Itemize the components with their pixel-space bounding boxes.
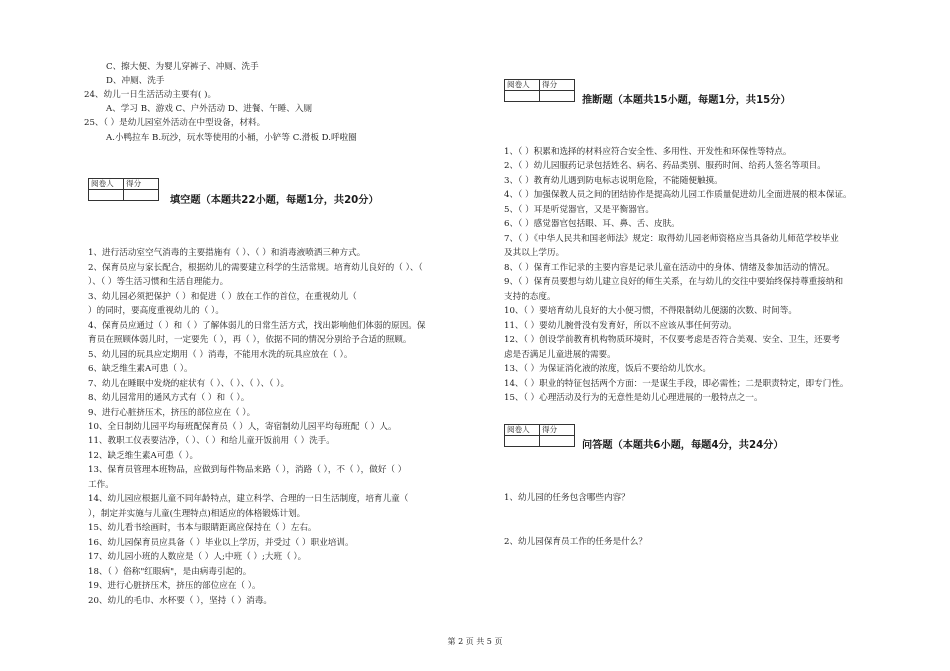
reviewer-cell[interactable] [89, 190, 124, 201]
question-24-options: A、学习 B、游戏 C、户外活动 D、进餐、午睡、入厕 [106, 104, 313, 114]
qa-q2: 2、幼儿园保育员工作的任务是什么？ [504, 537, 647, 547]
fill-q2: 2、保育员应与家长配合，根据幼儿的需要建立科学的生活常规。培育幼儿良好的（ ）、（ [88, 263, 423, 273]
fill-q18: 18、（ ）俗称"红眼病"，是由病毒引起的。 [88, 567, 252, 577]
fill-q14-cont: ），制定并实施与儿童(生理特点)相适应的体格锻炼计划。 [88, 509, 306, 519]
fill-q7: 7、幼儿在睡眠中发烧的症状有（ ）、（ ）、（ ）、（ ）。 [88, 379, 290, 389]
fill-q3: 3、幼儿园必须把保护（ ）和促进（ ）放在工作的首位，在重视幼儿（ [88, 292, 357, 302]
judge-q5: 5、（ ）耳是听觉器官，又是平衡器官。 [504, 205, 654, 215]
reviewer-cell[interactable] [505, 436, 540, 447]
fill-q4: 4、保育员应通过（ ）和（ ）了解体弱儿的日常生活方式，找出影响他们体弱的原因。保 [88, 321, 426, 331]
judge-q2: 2、（ ）幼儿园服药记录包括姓名、病名、药品类别、服药时间、给药人签名等项目。 [504, 161, 826, 171]
score-cell[interactable] [540, 436, 575, 447]
fill-q4-cont: 育员在照顾体弱儿时，一定要先（ ），再（ ），依据不同的情况分别给予合适的照顾。 [88, 335, 412, 345]
option-c: C、擦大便、为婴儿穿裤子、冲厕、洗手 [106, 62, 259, 72]
left-column [84, 0, 494, 640]
judge-section-title: 推断题（本题共15小题，每题1分，共15分） [582, 95, 791, 106]
fill-q5: 5、幼儿园的玩具应定期用（ ）消毒，不能用水洗的玩具应放在（ ）。 [88, 350, 353, 360]
judge-q8: 8、（ ）保育工作记录的主要内容是记录儿童在活动中的身体、情绪及参加活动的情况。 [504, 263, 835, 273]
judge-q10: 10、（ ）要培育幼儿良好的大小便习惯，不得限制幼儿便溺的次数、时间等。 [504, 306, 797, 316]
right-column [500, 0, 920, 640]
fill-q12: 12、缺乏维生素A可患（ ）。 [88, 451, 199, 461]
fill-q2-cont: ）、（ ）等生活习惯和生活自理能力。 [88, 277, 229, 287]
fill-q20: 20、幼儿的毛巾、水杯要（ ），坚持（ ）消毒。 [88, 596, 272, 606]
judge-q6: 6、（ ）感觉器官包括眼、耳、鼻、舌、皮肤。 [504, 219, 680, 229]
question-24: 24、幼儿一日生活活动主要有( )。 [84, 90, 217, 100]
judge-q9-cont: 支持的态度。 [504, 292, 556, 302]
fill-q19: 19、进行心脏挤压术，挤压的部位应在（ ）。 [88, 581, 261, 591]
judge-score-box [504, 79, 575, 102]
fill-q6: 6、缺乏维生素A可患（ ）。 [88, 364, 193, 374]
judge-q14: 14、（ ）职业的特征包括两个方面：一是谋生手段，即必需性；二是职责特定，即专门性。 [504, 379, 849, 389]
score-label: 得分 [124, 179, 159, 190]
fill-q8: 8、幼儿园常用的通风方式有（ ）和（ ）。 [88, 393, 250, 403]
qa-q1: 1、幼儿园的任务包含哪些内容？ [504, 493, 630, 503]
fill-q14: 14、幼儿园应根据儿童不同年龄特点，建立科学、合理的一日生活制度，培育儿童（ [88, 494, 409, 504]
fill-q15: 15、幼儿看书绘画时，书本与眼睛距离应保持在（ ）左右。 [88, 523, 317, 533]
judge-q7-cont: 及其以上学历。 [504, 248, 565, 258]
judge-q9: 9、（ ）保育员要想与幼儿建立良好的师生关系，在与幼儿的交往中要始终保持尊重接纳和 [504, 277, 844, 287]
fill-q13-cont: 工作。 [88, 480, 114, 490]
fill-q16: 16、幼儿园保育员应具备（ ）毕业以上学历，并受过（ ）职业培训。 [88, 538, 354, 548]
fill-q1: 1、进行活动室空气消毒的主要措施有（ ）、（ ）和消毒液喷洒三种方式。 [88, 248, 366, 258]
judge-q4: 4、（ ）加强保教人员之间的团结协作是提高幼儿园工作质量促进幼儿全面进展的根本保证。 [504, 190, 852, 200]
score-label: 得分 [540, 80, 575, 91]
reviewer-cell[interactable] [505, 91, 540, 102]
fill-q13: 13、保育员管理本班物品，应做到每件物品来路（ ），消路（ ），不（ ），做好（ ） [88, 465, 407, 475]
fill-q9: 9、进行心脏挤压术，挤压的部位应在（ ）。 [88, 408, 256, 418]
judge-q3: 3、（ ）教育幼儿遇到防电标志说明危险，不能随便触摸。 [504, 176, 723, 186]
qa-section-title: 问答题（本题共6小题，每题4分，共24分） [582, 440, 784, 451]
fill-section-title: 填空题（本题共22小题，每题1分，共20分） [170, 195, 379, 206]
reviewer-label: 阅卷人 [505, 80, 540, 91]
reviewer-label: 阅卷人 [89, 179, 124, 190]
reviewer-label: 阅卷人 [505, 425, 540, 436]
fill-score-box [88, 178, 159, 201]
judge-q15: 15、（ ）心理活动及行为的无意性是幼儿心理进展的一般特点之一。 [504, 393, 763, 403]
judge-q13: 13、（ ）为保证消化液的浓度，饭后不要给幼儿饮水。 [504, 364, 712, 374]
judge-q11: 11、（ ）要幼儿腕骨没有发育好，所以不应该从事任何劳动。 [504, 321, 737, 331]
score-cell[interactable] [124, 190, 159, 201]
qa-score-box [504, 424, 575, 447]
question-25: 25、（ ）是幼儿园室外活动在中型设备，材料。 [84, 118, 266, 128]
fill-q17: 17、幼儿园小班的人数应是（ ）人;中班（ ）;大班（ ）。 [88, 552, 307, 562]
page-footer: 第 2 页 共 5 页 [447, 637, 503, 646]
score-label: 得分 [540, 425, 575, 436]
judge-q7: 7、（ ）《中华人民共和国老师法》规定：取得幼儿园老师资格应当具备幼儿师范学校毕业 [504, 234, 839, 244]
judge-q1: 1、（ ）积累和选择的材料应符合安全性、多用性、开发性和环保性等特点。 [504, 147, 792, 157]
question-25-options: A.小鸭拉车 B.玩沙，玩水等使用的小桶，小铲等 C.滑板 D.呼啦圈 [106, 133, 357, 143]
judge-q12: 12、（ ）创设学前教育机构物质环境时，不仅要考虑是否符合美观、安全、卫生，还要考 [504, 335, 840, 345]
judge-q12-cont: 虑是否满足儿童进展的需要。 [504, 350, 616, 360]
fill-q11: 11、教职工仪表要洁净，（ ）、（ ）和给儿童开饭前用（ ）洗手。 [88, 436, 335, 446]
fill-q10: 10、全日制幼儿园平均每班配保育员（ ）人，寄宿制幼儿园平均每班配（ ）人。 [88, 422, 397, 432]
option-d: D、冲厕、洗手 [106, 76, 165, 86]
score-cell[interactable] [540, 91, 575, 102]
fill-q3-cont: ）的同时，要高度重视幼儿的（ ）。 [88, 306, 224, 316]
